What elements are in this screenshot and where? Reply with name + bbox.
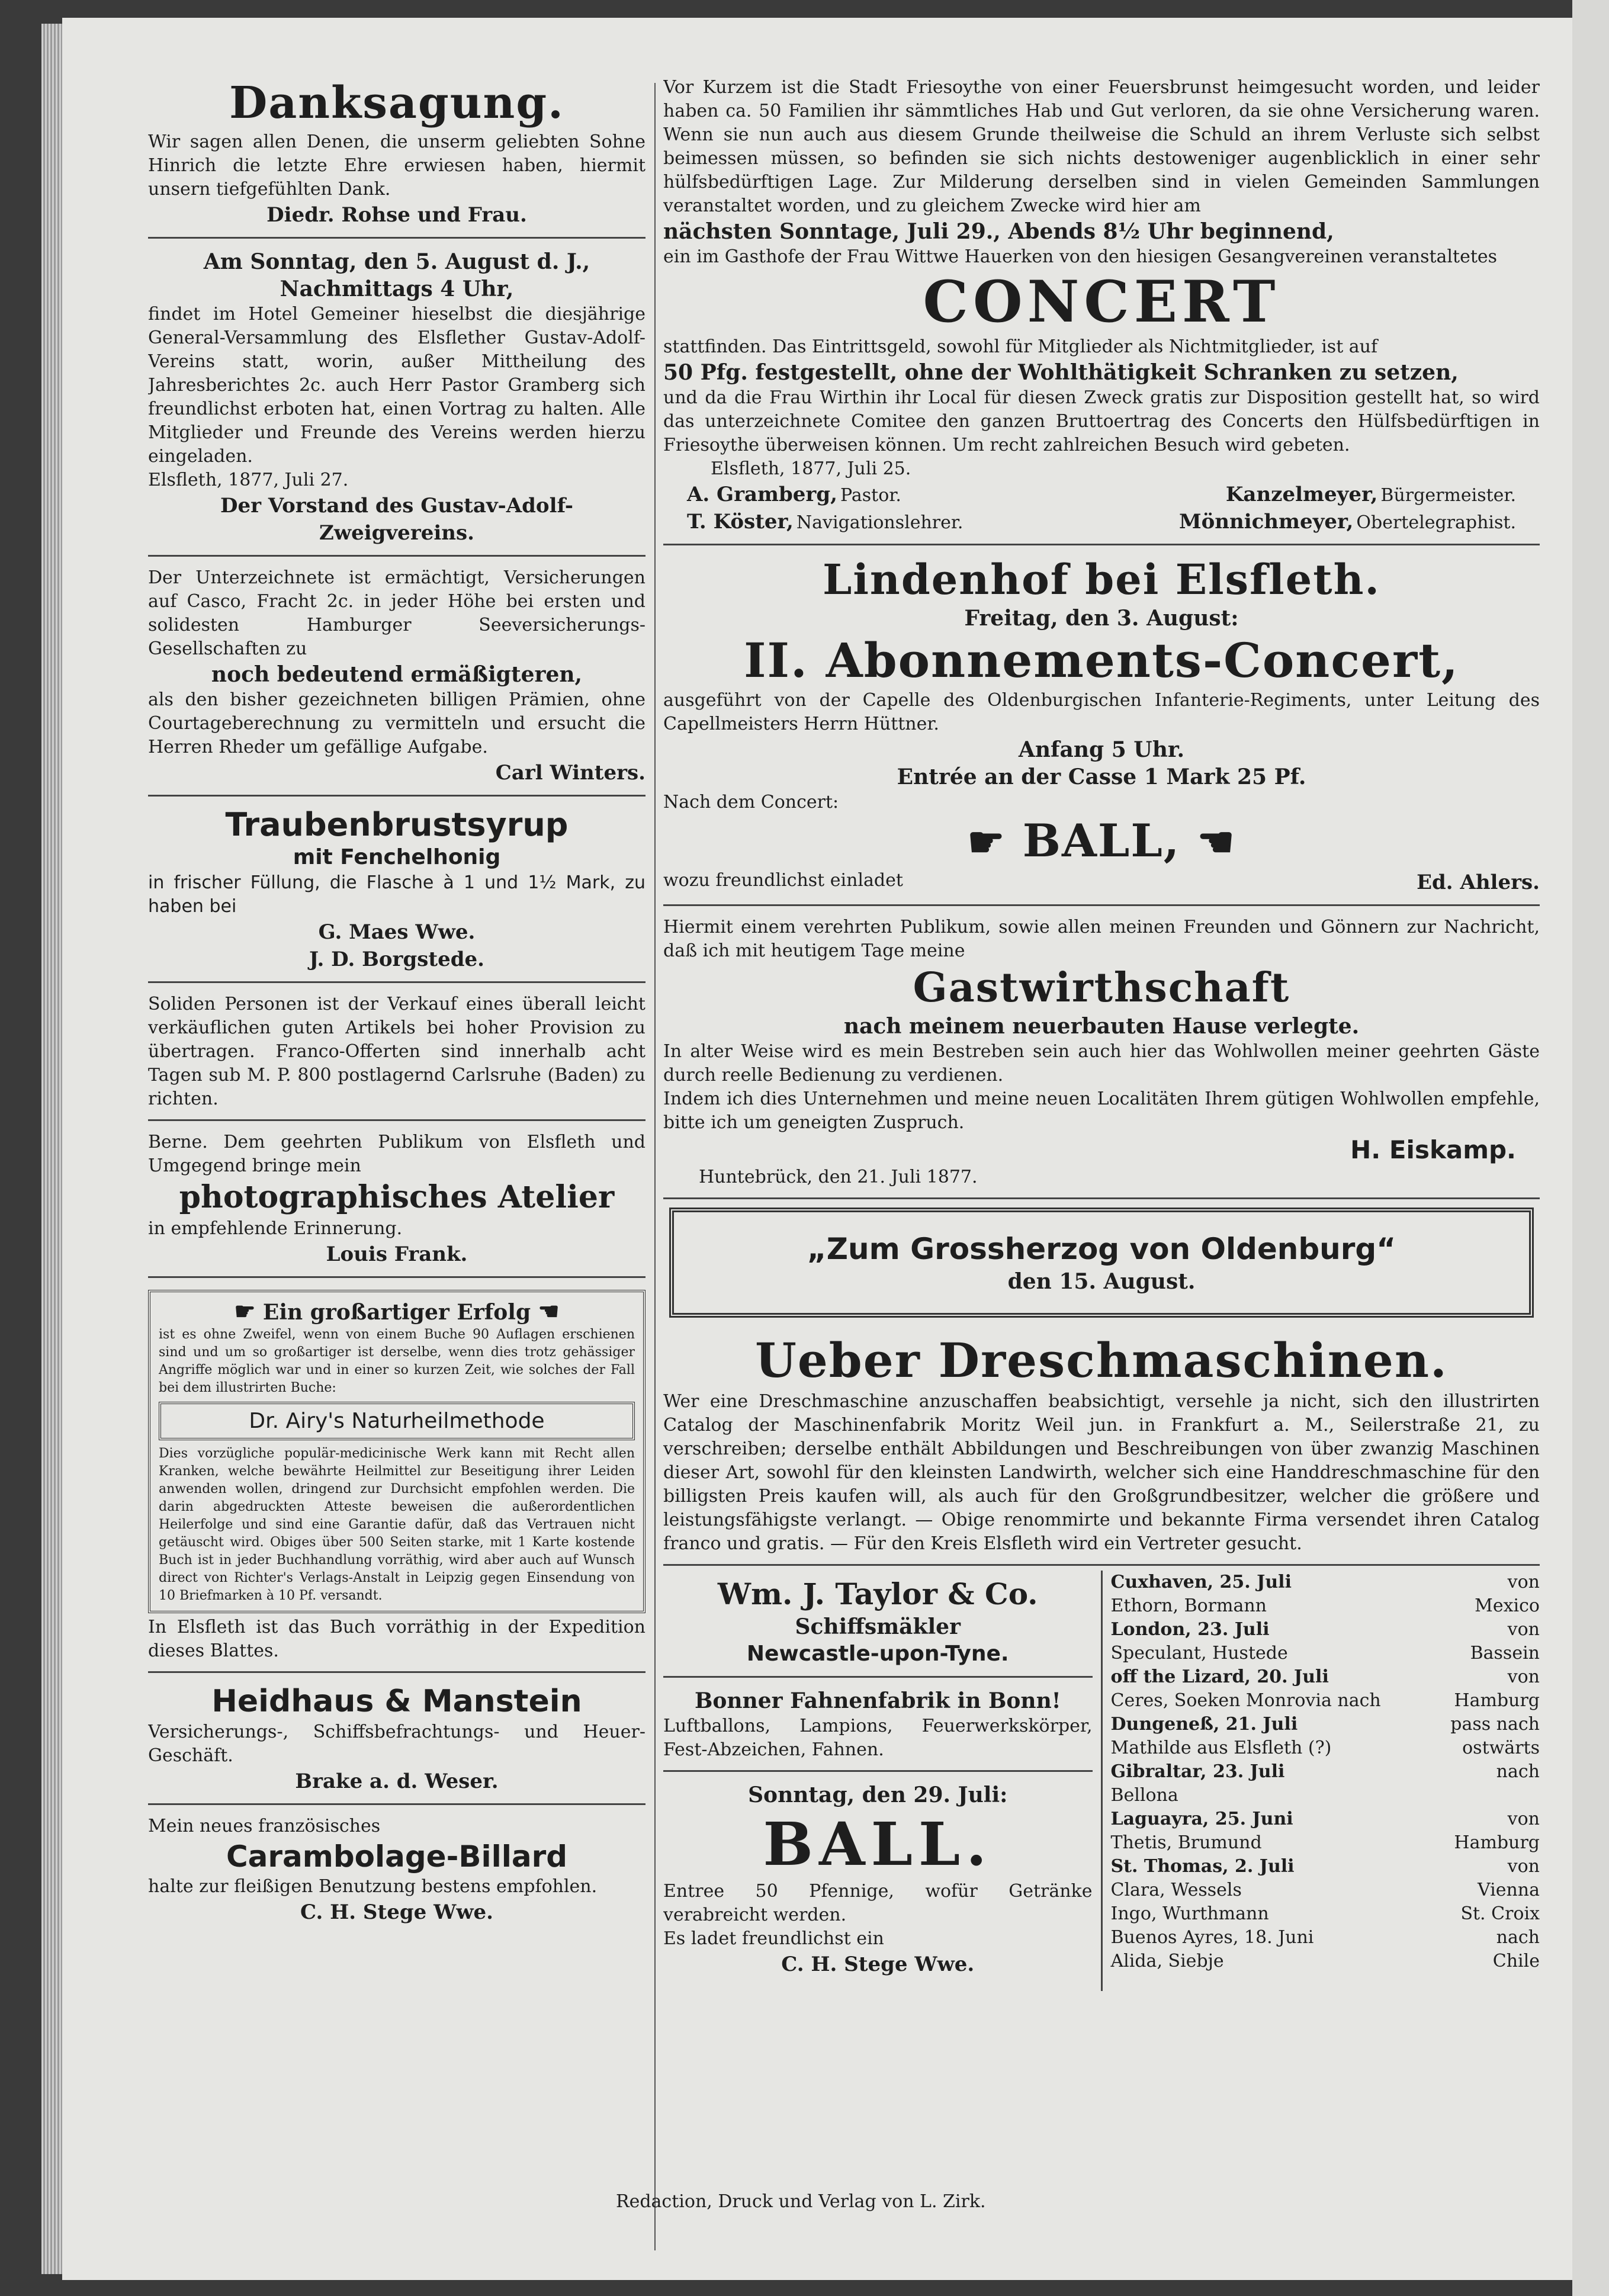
ad-highlight: noch bedeutend ermäßigteren, xyxy=(211,662,583,687)
ad-heading xyxy=(159,1298,635,1326)
shipping-destination: ostwärts xyxy=(1462,1738,1540,1758)
ad-seller-2: J. D. Borgstede. xyxy=(309,948,484,971)
bottom-left-ads xyxy=(663,1571,1103,1991)
shipping-line xyxy=(1111,1926,1540,1950)
ad-body: findet im Hotel Gemeiner hieselbst die diesjährige General-Versammlung des Elsflether Gustav-Adolf-Vereins statt, worin, außer Mittheilung des Jahresberichtes 2c. auch Herr Pastor Gramberg sich freundlichst erboten hat, einen Vortrag zu halten. Alle Mitglieder und Freunde des Vereins werden hierzu eingeladen. xyxy=(148,304,645,467)
ad-title: CONCERT xyxy=(923,268,1280,335)
ad-ball-sonntag xyxy=(663,1777,1093,1986)
ad-winters xyxy=(148,561,645,797)
ad-body: in frischer Füllung, die Flasche à 1 und 1½ Mark, zu haben bei xyxy=(148,872,645,917)
right-column xyxy=(663,71,1540,1991)
shipping-destination: St. Croix xyxy=(1460,1903,1540,1924)
shipping-line xyxy=(1111,1665,1540,1689)
signer-name: T. Köster, xyxy=(687,510,794,534)
ad-invite: Es ladet freundlichst ein xyxy=(663,1928,884,1949)
facing-page-strip xyxy=(1572,0,1609,2296)
ad-place-date: Elsfleth, 1877, Juli 25. xyxy=(711,458,911,479)
left-column xyxy=(148,71,645,1939)
shipping-line xyxy=(1111,1807,1540,1831)
shipping-entry: Ethorn, Bormann xyxy=(1110,1595,1267,1616)
ad-photographisches-atelier xyxy=(148,1126,645,1278)
signer-role: Navigationslehrer. xyxy=(796,512,964,533)
ad-body-2: in empfehlende Erinnerung. xyxy=(148,1218,403,1239)
shipping-destination: Chile xyxy=(1492,1951,1540,1971)
ad-start: Anfang 5 Uhr. xyxy=(1018,737,1185,762)
ad-box xyxy=(148,1290,645,1613)
column-rule xyxy=(654,83,656,2250)
shipping-entry: St. Thomas, 2. Juli xyxy=(1110,1856,1295,1877)
ad-place: Brake a. d. Weser. xyxy=(295,1770,499,1793)
shipping-destination: Mexico xyxy=(1475,1595,1540,1616)
ad-subtitle: nach meinem neuerbauten Hause verlegte. xyxy=(843,1014,1360,1039)
ad-seller-1: G. Maes Wwe. xyxy=(318,920,476,944)
ad-title: „Zum Grossherzog von Oldenburg“ xyxy=(807,1232,1396,1266)
ad-body: Berne. Dem geehrten Publikum von Elsfleth und Umgegend bringe mein xyxy=(148,1132,645,1176)
shipping-line xyxy=(1111,1760,1540,1784)
ad-body: Vor Kurzem ist die Stadt Friesoythe von einer Feuersbrunst heimgesucht worden, und leider haben ca. 50 Familien ihr sämmtliches Hab und Gut verloren, da sie ohne Versicherung waren. Wenn sie nun auch aus diesem Grunde theilweise die Schuld an ihrem Verluste sich selbst beimessen müssen, so befinden sie sich nichts destoweniger augenblicklich in einer sehr hülfsbedürftigen Lage. Zur Milderung derselben sind in vielen Gemeinden Sammlungen veranstaltet worden, und zu gleichem Zwecke wird hier am xyxy=(663,77,1540,216)
shipping-entry: off the Lizard, 20. Juli xyxy=(1110,1666,1329,1687)
ad-title: Danksagung. xyxy=(229,78,564,129)
ad-body-4: und da die Frau Wirthin ihr Local für diesen Zweck gratis zur Disposition gestellt hat, so wird das unterzeichnete Comitee den ganzen Bruttoertrag des Concerts den Hülfsbedürftigen in Friesoythe überweisen können. Um recht zahlreichen Besuch wird gebeten. xyxy=(663,387,1540,455)
ad-dreschmaschinen xyxy=(663,1326,1540,1566)
ad-body: Hiermit einem verehrten Publikum, sowie allen meinen Freunden und Gönnern zur Nachricht, daß ich mit heutigem Tage meine xyxy=(663,917,1540,961)
ad-title: Ueber Dreschmaschinen. xyxy=(755,1332,1448,1388)
shipping-entry: Ceres, Soeken Monrovia nach xyxy=(1110,1690,1381,1711)
ad-title: Carambolage-Billard xyxy=(226,1839,568,1874)
ad-subtitle: mit Fenchelhonig xyxy=(293,845,501,869)
ad-lindenhof xyxy=(663,550,1540,906)
shipping-line xyxy=(1111,1571,1540,1594)
footer-imprint: Redaction, Druck und Verlag von L. Zirk. xyxy=(616,2191,986,2212)
ad-heidhaus-manstein xyxy=(148,1678,645,1805)
book-edge xyxy=(41,24,65,2274)
ad-subtitle: Schiffsmäkler xyxy=(795,1614,961,1639)
ad-signatures-row-2 xyxy=(663,508,1540,535)
ad-body: Versicherungs-, Schiffsbefrachtungs- und Heuer-Geschäft. xyxy=(148,1722,645,1766)
ad-carambolage-billard xyxy=(148,1810,645,1934)
shipping-line xyxy=(1111,1855,1540,1878)
signer-role: Obertelegraphist. xyxy=(1356,512,1516,533)
pointing-hand-icon: ☛ xyxy=(234,1298,256,1325)
ad-title: Wm. J. Taylor & Co. xyxy=(717,1576,1038,1611)
shipping-entry: Clara, Wessels xyxy=(1110,1880,1242,1900)
ad-invite-row xyxy=(663,869,1540,896)
shipping-destination: Vienna xyxy=(1477,1880,1540,1900)
shipping-line xyxy=(1111,1784,1540,1807)
shipping-line xyxy=(1111,1831,1540,1855)
signer-name: Mönnichmeyer, xyxy=(1178,510,1354,534)
signer-role: Pastor. xyxy=(840,485,901,506)
ad-signature: H. Eiskamp. xyxy=(1350,1135,1516,1164)
ad-concert-title: II. Abonnements-Concert, xyxy=(744,632,1459,688)
ad-gustav-adolf xyxy=(148,243,645,557)
ad-signature: Der Vorstand des Gustav-Adolf-Zweigvereins. xyxy=(220,494,574,545)
ad-signature: C. H. Stege Wwe. xyxy=(781,1953,975,1976)
pointing-hand-icon: ☛ xyxy=(967,817,1006,866)
ad-ball-text: BALL, xyxy=(1022,814,1181,867)
ad-body: Luftballons, Lampions, Feuerwerkskörper, Fest-Abzeichen, Fahnen. xyxy=(663,1716,1093,1760)
ad-book-title: Dr. Airy's Naturheilmethode xyxy=(159,1402,635,1440)
ad-subheading: Nachmittags 4 Uhr, xyxy=(280,277,514,301)
ad-title: Gastwirthschaft xyxy=(913,964,1290,1011)
ad-title: BALL. xyxy=(763,1809,993,1879)
ad-date: Sonntag, den 29. Juli: xyxy=(748,1783,1008,1807)
ad-title: Traubenbrustsyrup xyxy=(225,806,569,843)
ad-body: halte zur fleißigen Benutzung bestens empfohlen. xyxy=(148,1876,598,1897)
ad-body-3: Indem ich dies Unternehmen und meine neuen Localitäten Ihrem gütigen Wohlwollen empfehle, bitte ich um geneigten Zuspruch. xyxy=(663,1088,1540,1133)
ad-signature: C. H. Stege Wwe. xyxy=(300,1900,493,1924)
ad-soliden-personen xyxy=(148,988,645,1121)
ad-title: Bonner Fahnenfabrik in Bonn! xyxy=(694,1688,1061,1713)
shipping-destination: von xyxy=(1507,1572,1540,1592)
shipping-entry: Thetis, Brumund xyxy=(1110,1832,1262,1853)
shipping-line xyxy=(1111,1736,1540,1760)
shipping-destination: pass nach xyxy=(1450,1714,1540,1735)
ad-body-2: als den bisher gezeichneten billigen Prämien, ohne Courtageberechnung zu vermitteln und ersucht die Herren Rheder um gefällige Aufgabe. xyxy=(148,689,645,757)
ad-body-2: In alter Weise wird es mein Bestreben sein auch hier das Wohlwollen meiner geehrten Gäste durch reelle Bedienung zu verdienen. xyxy=(663,1041,1540,1086)
shipping-line xyxy=(1111,1950,1540,1973)
shipping-destination: Bassein xyxy=(1470,1643,1540,1664)
shipping-entry: Buenos Ayres, 18. Juni xyxy=(1110,1927,1314,1948)
ad-body-2: ein im Gasthofe der Frau Wittwe Hauerken von den hiesigen Gesangvereinen veranstaltetes xyxy=(663,246,1498,267)
ad-grossherzog xyxy=(669,1208,1534,1318)
ad-body: Entree 50 Pfennige, wofür Getränke verabreicht werden. xyxy=(663,1881,1093,1925)
ad-danksagung xyxy=(148,71,645,239)
shipping-destination: von xyxy=(1507,1809,1540,1829)
ad-signatures-row-1 xyxy=(663,481,1540,508)
shipping-line xyxy=(1111,1878,1540,1902)
shipping-destination: nach xyxy=(1496,1761,1540,1782)
shipping-entry: London, 23. Juli xyxy=(1110,1619,1270,1640)
shipping-destination: Hamburg xyxy=(1454,1690,1540,1711)
ad-traubenbrustsyrup xyxy=(148,801,645,983)
ad-date: Freitag, den 3. August: xyxy=(964,606,1239,631)
signer-role: Bürgermeister. xyxy=(1380,485,1516,506)
ad-gastwirthschaft xyxy=(663,911,1540,1199)
ad-place: Newcastle-upon-Tyne. xyxy=(746,1642,1009,1666)
ad-body: ausgeführt von der Capelle des Oldenburgischen Infanterie-Regiments, unter Leitung des Capellmeisters Herrn Hüttner. xyxy=(663,690,1540,734)
ad-body: Der Unterzeichnete ist ermächtigt, Versicherungen auf Casco, Fracht 2c. in jeder Höhe bei ersten und solidesten Hamburger Seeversicherungs-Gesellschaften zu xyxy=(148,567,645,659)
ad-body-3: stattfinden. Das Eintrittsgeld, sowohl für Mitglieder als Nichtmitglieder, ist auf xyxy=(663,336,1378,357)
ad-signature: Ed. Ahlers. xyxy=(1417,871,1540,894)
ad-taylor xyxy=(663,1571,1093,1678)
ad-signature: Diedr. Rohse und Frau. xyxy=(266,203,527,227)
shipping-entry: Gibraltar, 23. Juli xyxy=(1110,1761,1285,1782)
shipping-line xyxy=(1111,1689,1540,1713)
shipping-destination: von xyxy=(1507,1666,1540,1687)
shipping-line xyxy=(1111,1618,1540,1642)
ad-entry: Entrée an der Casse 1 Mark 25 Pf. xyxy=(897,765,1306,789)
ad-place-date: Elsfleth, 1877, Juli 27. xyxy=(148,470,349,490)
shipping-line xyxy=(1111,1902,1540,1926)
ad-note: In Elsfleth ist das Buch vorräthig in der Expedition dieses Blattes. xyxy=(148,1617,645,1661)
ad-highlight-2: 50 Pfg. festgestellt, ohne der Wohlthätigkeit Schranken zu setzen, xyxy=(663,360,1459,385)
shipping-entry: Dungeneß, 21. Juli xyxy=(1110,1714,1298,1735)
ad-friesoythe-concert xyxy=(663,71,1540,545)
signer-name: Kanzelmeyer, xyxy=(1225,483,1378,506)
shipping-entry: Mathilde aus Elsfleth (?) xyxy=(1110,1738,1332,1758)
shipping-destination: nach xyxy=(1496,1927,1540,1948)
shipping-destination: Hamburg xyxy=(1454,1832,1540,1853)
ad-dr-airy xyxy=(148,1283,645,1673)
shipping-destination: von xyxy=(1507,1856,1540,1877)
shipping-line xyxy=(1111,1594,1540,1618)
ad-date: den 15. August. xyxy=(1007,1269,1196,1294)
ad-title: photographisches Atelier xyxy=(179,1179,615,1215)
ad-line: Mein neues französisches xyxy=(148,1816,381,1836)
ad-body: Wir sagen allen Denen, die unserm geliebten Sohne Hinrich die letzte Ehre erwiesen haben, hiermit unsern tiefgefühlten Dank. xyxy=(148,131,645,200)
ad-title: Lindenhof bei Elsfleth. xyxy=(823,555,1380,604)
shipping-entry: Cuxhaven, 25. Juli xyxy=(1110,1572,1292,1592)
pointing-hand-left-icon: ☚ xyxy=(1197,817,1236,866)
ad-invite: wozu freundlichst einladet xyxy=(663,870,903,891)
ad-body: Soliden Personen ist der Verkauf eines überall leicht verkäuflichen guten Artikels bei hoher Provision zu übertragen. Franco-Offerten sind innerhalb acht Tagen sub M. P. 800 postlagernd Carlsruhe (Baden) zu richten. xyxy=(148,994,645,1109)
shipping-entry: Bellona xyxy=(1110,1785,1178,1806)
signer-name: A. Gramberg, xyxy=(687,483,837,506)
shipping-list xyxy=(1111,1571,1540,1973)
ad-heading-text: Ein großartiger Erfolg xyxy=(262,1300,531,1325)
shipping-entry: Alida, Siebje xyxy=(1110,1951,1224,1971)
shipping-entry: Speculant, Hustede xyxy=(1110,1643,1288,1664)
ad-intro: ist es ohne Zweifel, wenn von einem Buche 90 Auflagen erschienen sind und um so großartiger ist derselbe, wenn dies trotz gehässiger Angriffe möglich war und in einer so kurzen Zeit, wie solches der Fall bei dem illustrirten Buche: xyxy=(159,1327,635,1395)
ad-signature: Carl Winters. xyxy=(495,761,645,785)
ad-body: Dies vorzügliche populär-medicinische Werk kann mit Recht allen Kranken, welche bewährte Heilmittel zur Beseitigung ihrer Leiden anwenden wollen, dringend zur Durchsicht empfohlen werden. Die darin abgedruckten Atteste beweisen die außerordentlichen Heilerfolge und sind eine Garantie dafür, daß das Vertrauen nicht getäuscht wird. Obiges über 500 Seiten starke, mit 1 Karte kostende Buch ist in jeder Buchhandlung vorräthig, wird aber auch auf Wunsch direct von Richter's Verlags-Anstalt in Leipzig gegen Einsendung von 10 Briefmarken à 10 Pf. versandt. xyxy=(159,1446,635,1603)
bottom-split xyxy=(663,1571,1540,1991)
shipping-entry: Ingo, Wurthmann xyxy=(1110,1903,1269,1924)
ad-body: Wer eine Dreschmaschine anzuschaffen beabsichtigt, versehle ja nicht, sich den illustrirten Catalog der Maschinenfabrik Moritz Weil jun. in Frankfurt a. M., Seilerstraße 21, zu verschreiben; derselbe enthält Abbildungen und Beschreibungen von über zwanzig Maschinen dieser Art, sowohl für den kleinsten Landwirth, welcher sich eine Handdreschmaschine für den billigsten Preis kaufen will, als auch für den Großgrundbesitzer, welcher die größere und leistungsfähigste verlangt. — Obige renommirte und bekannte Firma versendet ihren Catalog franco und gratis. — Für den Kreis Elsfleth wird ein Vertreter gesucht. xyxy=(663,1391,1540,1554)
shipping-entry: Laguayra, 25. Juni xyxy=(1110,1809,1293,1829)
ad-ball xyxy=(663,814,1540,869)
shipping-destination: von xyxy=(1507,1619,1540,1640)
ad-after: Nach dem Concert: xyxy=(663,792,839,813)
ad-highlight: nächsten Sonntage, Juli 29., Abends 8½ Uhr beginnend, xyxy=(663,219,1334,244)
ad-title: Heidhaus & Manstein xyxy=(211,1684,582,1719)
shipping-line xyxy=(1111,1713,1540,1736)
ad-heading: Am Sonntag, den 5. August d. J., xyxy=(203,249,590,274)
pointing-hand-left-icon: ☚ xyxy=(538,1298,560,1325)
ad-signature: Louis Frank. xyxy=(326,1242,468,1266)
ad-bonn xyxy=(663,1682,1093,1772)
shipping-line xyxy=(1111,1642,1540,1665)
ad-place-date: Huntebrück, den 21. Juli 1877. xyxy=(699,1167,978,1187)
shipping-news xyxy=(1111,1571,1540,1991)
